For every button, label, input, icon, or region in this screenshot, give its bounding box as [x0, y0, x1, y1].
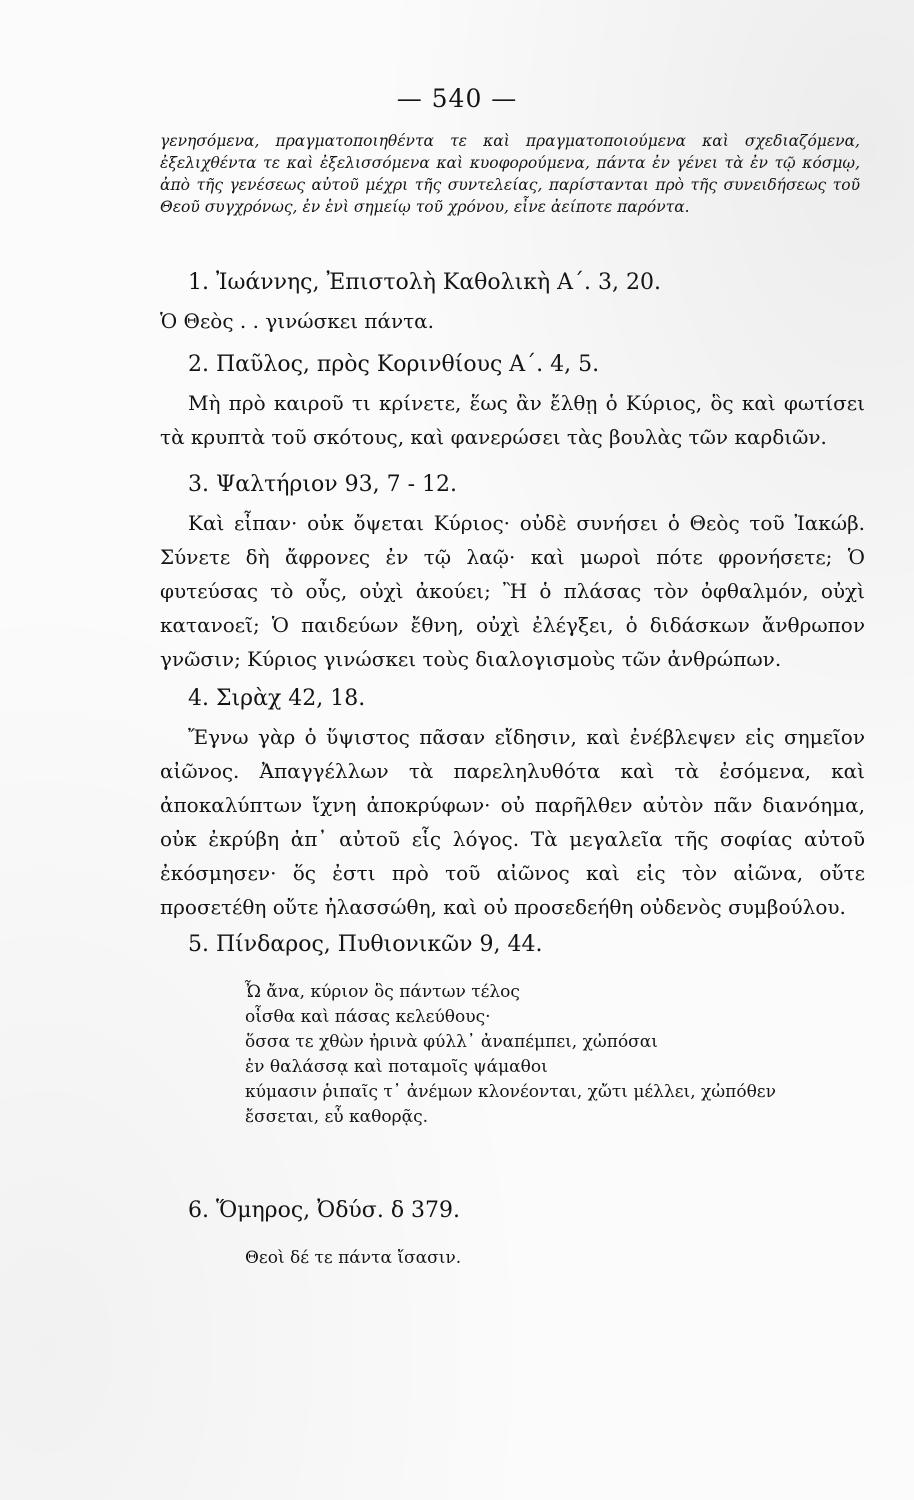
verse-line: ἐν θαλάσσᾳ καὶ ποταμοῖς ψάμαθοι: [245, 1057, 548, 1077]
intro-text: γενησόμενα, πραγματοποιηθέντα τε καὶ πραγματοποιούμενα καὶ σχεδιαζόμενα, ἐξελιχθέντα τε καὶ ἐξελισσόμενα καὶ κυοφορούμενα, πάντα ἐν γένει τὰ ἐν τῷ κόσμῳ, ἀπὸ τῆς γενέσεως αὐτοῦ μέχρι τῆς συντελείας, παρίστανται πρὸ τῆς συνειδήσεως τοῦ Θεοῦ συγχρόνως, ἐν ἑνὶ σημείῳ τοῦ χρόνου, εἶνε ἀείποτε παρόντα.: [160, 132, 860, 216]
quotation-5: [160, 930, 865, 1130]
quotation-5-heading: 5. Πίνδαρος, Πυθιονικῶν 9, 44.: [188, 932, 543, 957]
quotation-2-heading: 2. Παῦλος, πρὸς Κορινθίους Α΄. 4, 5.: [188, 352, 600, 377]
quotation-6-verse: [160, 1246, 865, 1271]
verse-line: Ὦ ἄνα, κύριον ὃς πάντων τέλος: [245, 982, 520, 1002]
quotation-4-text: Ἔγνω γὰρ ὁ ὕψιστος πᾶσαν εἴδησιν, καὶ ἐνέβλεψεν εἰς σημεῖον αἰῶνος. Ἀπαγγέλλων τὰ παρεληλυθότα καὶ τὰ ἐσόμενα, καὶ ἀποκαλύπτων ἴχνη ἀποκρύφων· οὐ παρῆλθεν αὐτὸν πᾶν διανόημα, οὐκ ἐκρύβη ἀπ᾽ αὐτοῦ εἷς λόγος. Τὰ μεγαλεῖα τῆς σοφίας αὐτοῦ ἐκόσμησεν· ὅς ἐστι πρὸ τοῦ αἰῶνος καὶ εἰς τὸν αἰῶνα, οὔτε προσετέθη οὔτε ἠλασσώθη, καὶ οὐ προσεδεήθη οὐδενὸς συμβούλου.: [160, 725, 865, 919]
quotation-1-heading: 1. Ἰωάννης, Ἐπιστολὴ Καθολικὴ Α΄. 3, 20.: [188, 270, 661, 295]
quotation-3-text: Καὶ εἶπαν· οὐκ ὄψεται Κύριος· οὐδὲ συνήσει ὁ Θεὸς τοῦ Ἰακώβ. Σύνετε δὴ ἄφρονες ἐν τῷ λαῷ· καὶ μωροὶ πότε φρονήσετε; Ὁ φυτεύσας τὸ οὖς, οὐχὶ ἀκούει; Ἢ ὁ πλάσας τὸν ὀφθαλμόν, οὐχὶ κατανοεῖ; Ὁ παιδεύων ἔθνη, οὐχὶ ἐλέγξει, ὁ διδάσκων ἄνθρωπον γνῶσιν; Κύριος γινώσκει τοὺς διαλογισμοὺς τῶν ἀνθρώπων.: [160, 511, 865, 671]
quotation-1: [160, 268, 865, 338]
quotation-3-heading: 3. Ψαλτήριον 93, 7 - 12.: [188, 472, 457, 497]
quotation-3: [160, 470, 865, 676]
quotation-5-verse: [160, 980, 865, 1130]
intro-paragraph: [160, 130, 860, 218]
verse-line: Θεοὶ δέ τε πάντα ἴσασιν.: [245, 1248, 462, 1268]
quotation-4-heading: 4. Σιρὰχ 42, 18.: [188, 686, 366, 711]
verse-line: οἶσθα καὶ πάσας κελεύθους·: [245, 1007, 491, 1027]
verse-line: ἔσσεται, εὖ καθορᾷς.: [245, 1107, 429, 1127]
page-number: — 540 —: [396, 84, 518, 113]
quotation-2: [160, 350, 865, 454]
quotation-6-heading: 6. Ὅμηρος, Ὀδύσ. δ 379.: [188, 1198, 461, 1223]
quotation-6: [160, 1196, 865, 1271]
quotation-4: [160, 684, 865, 924]
quotation-2-text: Μὴ πρὸ καιροῦ τι κρίνετε, ἕως ἂν ἔλθῃ ὁ Κύριος, ὃς καὶ φωτίσει τὰ κρυπτὰ τοῦ σκότους, καὶ φανερώσει τὰς βουλὰς τῶν καρδιῶν.: [160, 391, 865, 449]
verse-line: ὅσσα τε χθὼν ἠρινὰ φύλλ᾽ ἀναπέμπει, χὠπόσαι: [245, 1032, 658, 1052]
quotation-1-text: Ὁ Θεὸς . . γινώσκει πάντα.: [160, 309, 435, 333]
verse-line: κύμασιν ῥιπαῖς τ᾽ ἀνέμων κλονέονται, χὤτι μέλλει, χὠπόθεν: [245, 1082, 776, 1102]
